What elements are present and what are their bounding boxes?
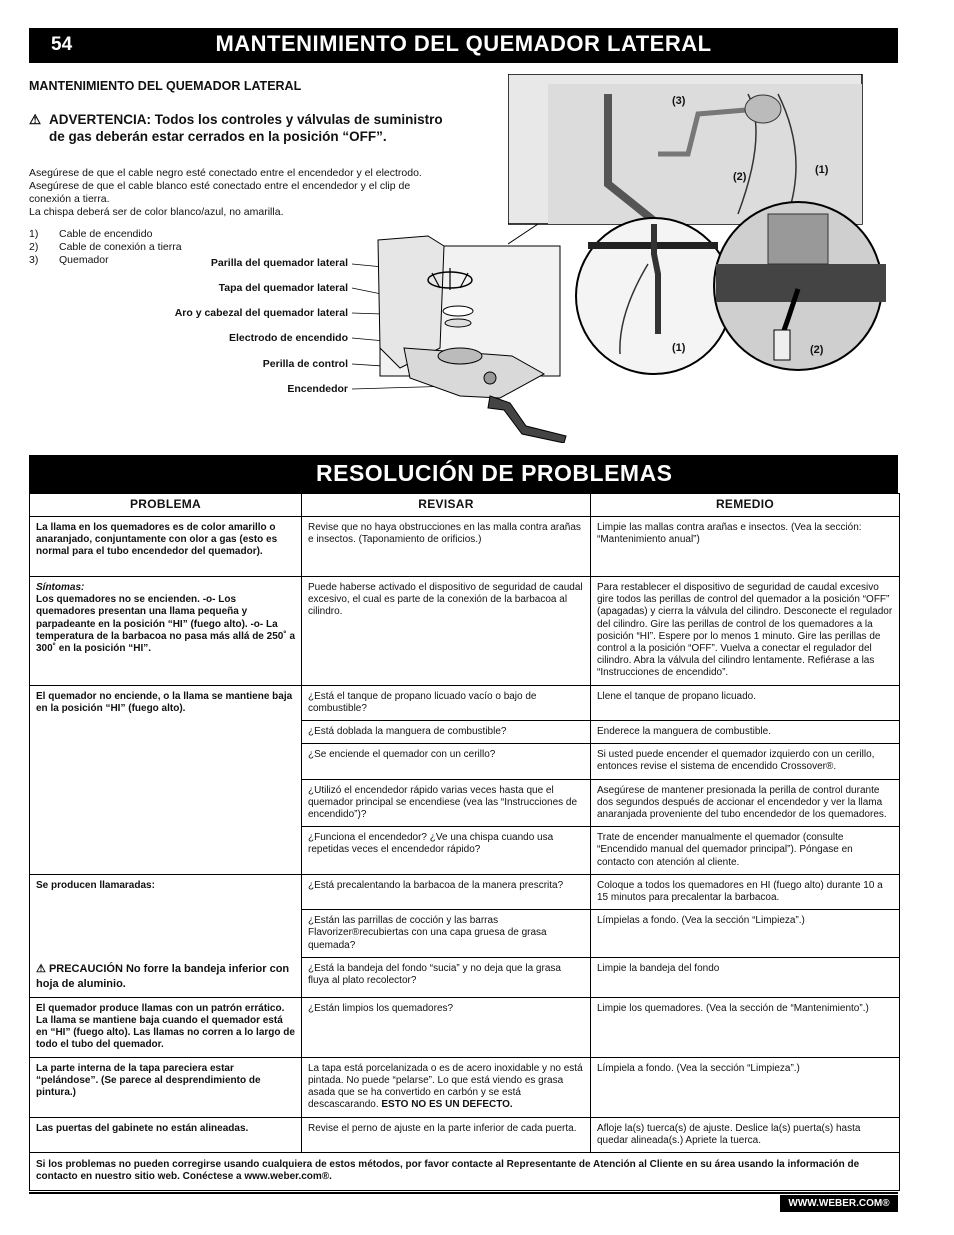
caution-text: ⚠ PRECAUCIÓN No forre la bandeja inferior con hoja de aluminio. bbox=[36, 962, 290, 990]
table-row bbox=[30, 1057, 900, 1117]
table-row bbox=[30, 685, 900, 720]
check-cell: ¿Se enciende el quemador con un cerillo? bbox=[302, 744, 591, 779]
inset-callout-1: (1) bbox=[672, 342, 686, 354]
troubleshooting-table bbox=[29, 493, 900, 1191]
contact-note: Si los problemas no pueden corregirse usando cualquiera de estos métodos, por favor contacte al Representante de Atención al Cliente en su área usando la información de contacto en nuestro sitio web. Conéctese a www.weber.com®. bbox=[30, 1153, 900, 1190]
remedy-cell: Enderece la manguera de combustible. bbox=[591, 721, 900, 744]
note-line: conexión a tierra. bbox=[29, 193, 110, 205]
warning-text: ADVERTENCIA: Todos los controles y válvulas de suministro de gas deberán estar cerrados en la posición “OFF”. bbox=[49, 112, 443, 144]
label-ring: Aro y cabezal del quemador lateral bbox=[174, 307, 348, 319]
remedy-cell: Limpie los quemadores. (Vea la sección de “Mantenimiento”.) bbox=[591, 997, 900, 1057]
remedy-cell: Límpielas a fondo. (Vea la sección “Limpieza”.) bbox=[591, 910, 900, 958]
remedy-cell: Coloque a todos los quemadores en HI (fuego alto) durante 10 a 15 minutos para precalentar la barbacoa. bbox=[591, 874, 900, 909]
column-header: REMEDIO bbox=[591, 494, 900, 517]
problem-cell: El quemador produce llamas con un patrón errático. La llama se mantiene baja cuando el quemador está en “HI” (fuego alto). Las llamas no corren a lo largo de todo el tubo del quemador. bbox=[30, 997, 302, 1057]
remedy-cell: Asegúrese de mantener presionada la perilla de control durante dos segundos después de accionar el encendedor y ver la llama anaranjada proveniente del tubo encendedor de los quemadores. bbox=[591, 779, 900, 827]
check-cell: ¿Está doblada la manguera de combustible? bbox=[302, 721, 591, 744]
problem-cell: La llama en los quemadores es de color amarillo o anaranjado, conjuntamente con olor a gas (esto es normal para el tubo encendedor del quemador). bbox=[30, 517, 302, 577]
table-row bbox=[30, 1117, 900, 1152]
check-cell: ¿Está el tanque de propano licuado vacío o bajo de combustible? bbox=[302, 685, 591, 720]
remedy-cell: Trate de encender manualmente el quemador (consulte “Encendido manual del quemador principal”). Póngase en contacto con atención al cliente. bbox=[591, 827, 900, 875]
section-heading: MANTENIMIENTO DEL QUEMADOR LATERAL bbox=[29, 79, 302, 93]
label-knob: Perilla de control bbox=[262, 358, 348, 370]
page-number: 54 bbox=[51, 34, 73, 55]
troubleshooting-header bbox=[29, 455, 898, 493]
warning-icon: ⚠ bbox=[29, 112, 42, 127]
callout-2: (2) bbox=[733, 171, 747, 183]
check-cell: La tapa está porcelanizada o es de acero inoxidable y no está pintada. No puede “pelarse”. Lo que está viendo es grasa asada que se ha convertido en carbón y se está descascarando. ESTO NO ES UN DEFECTO. bbox=[302, 1057, 591, 1117]
inset-callout-2: (2) bbox=[810, 344, 824, 356]
caution-icon: ⚠ bbox=[36, 962, 46, 975]
legend-item: 1) Cable de encendido bbox=[29, 228, 153, 240]
remedy-cell: Afloje la(s) tuerca(s) de ajuste. Deslice la(s) puerta(s) hasta quedar alineada(s.) Apriete la tuerca. bbox=[591, 1117, 900, 1152]
label-grate: Parilla del quemador lateral bbox=[210, 257, 348, 269]
problem-text: Se producen llamaradas: bbox=[36, 879, 155, 891]
table-row bbox=[30, 517, 900, 577]
check-cell: Puede haberse activado el dispositivo de seguridad de caudal excesivo, el cual es parte de la conexión de la barbacoa al cilindro. bbox=[302, 577, 591, 686]
ignition-photo bbox=[508, 74, 898, 384]
problem-cell: El quemador no enciende, o la llama se mantiene baja en la posición “HI” (fuego alto). bbox=[30, 685, 302, 874]
check-cell: ¿Están las parrillas de cocción y las barras Flavorizer®recubiertas con una capa gruesa de grasa quemada? bbox=[302, 910, 591, 958]
column-header: PROBLEMA bbox=[30, 494, 302, 517]
table-row bbox=[30, 997, 900, 1057]
check-cell: Revise que no haya obstrucciones en las malla contra arañas e insectos. (Taponamiento de orificios.) bbox=[302, 517, 591, 577]
problem-cell bbox=[30, 577, 302, 686]
check-cell: ¿Está la bandeja del fondo “sucia” y no deja que la grasa fluya al plato recolector? bbox=[302, 957, 591, 997]
label-igniter: Encendedor bbox=[287, 383, 348, 395]
note-line: Asegúrese de que el cable negro esté conectado entre el encendedor y el electrodo. bbox=[29, 167, 422, 179]
label-lid: Tapa del quemador lateral bbox=[218, 282, 348, 294]
callout-1: (1) bbox=[815, 164, 829, 176]
table-header-row bbox=[30, 494, 900, 517]
symptoms-label: Síntomas: bbox=[36, 582, 85, 593]
check-cell: Revise el perno de ajuste en la parte inferior de cada puerta. bbox=[302, 1117, 591, 1152]
remedy-cell: Para restablecer el dispositivo de seguridad de caudal excesivo gire todos las perillas de control del quemador a la posición “OFF” (apagadas) y cierra la válvula del cilindro. Desconecte el regulador del cilindro. Gire las perillas de control de los quemadores a la posición “HI”. Espere por lo menos 1 minuto. Gire las perillas de control a la posición “OFF”. Vuelva a conectar el regulador del cilindro. Abra la válvula del cilindro lentamente. Refiérase a las “Instrucciones de encendido”. bbox=[591, 577, 900, 686]
callout-3: (3) bbox=[672, 95, 686, 107]
problem-cell bbox=[30, 874, 302, 997]
label-electrode: Electrodo de encendido bbox=[228, 332, 348, 344]
problem-cell: La parte interna de la tapa pareciera estar “pelándose”. (Se parece al desprendimiento de pintura.) bbox=[30, 1057, 302, 1117]
column-header: REVISAR bbox=[302, 494, 591, 517]
remedy-cell: Llene el tanque de propano licuado. bbox=[591, 685, 900, 720]
bottom-rule bbox=[29, 1192, 898, 1194]
warning-block bbox=[29, 111, 449, 145]
page-title: MANTENIMIENTO DEL QUEMADOR LATERAL bbox=[215, 31, 712, 56]
table-row bbox=[30, 874, 900, 909]
problem-text: Los quemadores no se encienden. -o- Los quemadores presentan una llama pequeña y parpadeante en la posición “HI” (fuego alto). -o- La temperatura de la barbacoa no pasa más allá de 250˚ a 300˚ en la posición “HI”. bbox=[36, 594, 296, 655]
check-cell: ¿Utilizó el encendedor rápido varias veces hasta que el quemador principal se encendiese (vea las “Instrucciones de encendido”)? bbox=[302, 779, 591, 827]
check-cell: ¿Está precalentando la barbacoa de la manera prescrita? bbox=[302, 874, 591, 909]
page-header bbox=[29, 28, 898, 63]
note-line: Asegúrese de que el cable blanco esté conectado entre el encendedor y el clip de bbox=[29, 180, 411, 192]
check-cell: ¿Funciona el encendedor? ¿Ve una chispa cuando usa repetidas veces el encendedor rápido? bbox=[302, 827, 591, 875]
problem-cell: Las puertas del gabinete no están alineadas. bbox=[30, 1117, 302, 1152]
troubleshooting-title: RESOLUCIÓN DE PROBLEMAS bbox=[316, 460, 673, 486]
website-link[interactable]: WWW.WEBER.COM® bbox=[780, 1195, 898, 1212]
note-line: La chispa deberá ser de color blanco/azul, no amarilla. bbox=[29, 206, 284, 218]
check-emphasis: ESTO NO ES UN DEFECTO. bbox=[381, 1099, 513, 1111]
remedy-cell: Limpie la bandeja del fondo bbox=[591, 957, 900, 997]
legend-item: 3) Quemador bbox=[29, 254, 109, 266]
table-row bbox=[30, 577, 900, 686]
remedy-cell: Límpiela a fondo. (Vea la sección “Limpieza”.) bbox=[591, 1057, 900, 1117]
legend-item: 2) Cable de conexión a tierra bbox=[29, 241, 182, 253]
notes bbox=[29, 167, 449, 219]
remedy-cell: Limpie las mallas contra arañas e insectos. (Vea la sección: “Mantenimiento anual”) bbox=[591, 517, 900, 577]
check-cell: ¿Están limpios los quemadores? bbox=[302, 997, 591, 1057]
table-footer-row bbox=[30, 1153, 900, 1190]
remedy-cell: Si usted puede encender el quemador izquierdo con un cerillo, entonces revise el sistema de encendido Crossover®. bbox=[591, 744, 900, 779]
